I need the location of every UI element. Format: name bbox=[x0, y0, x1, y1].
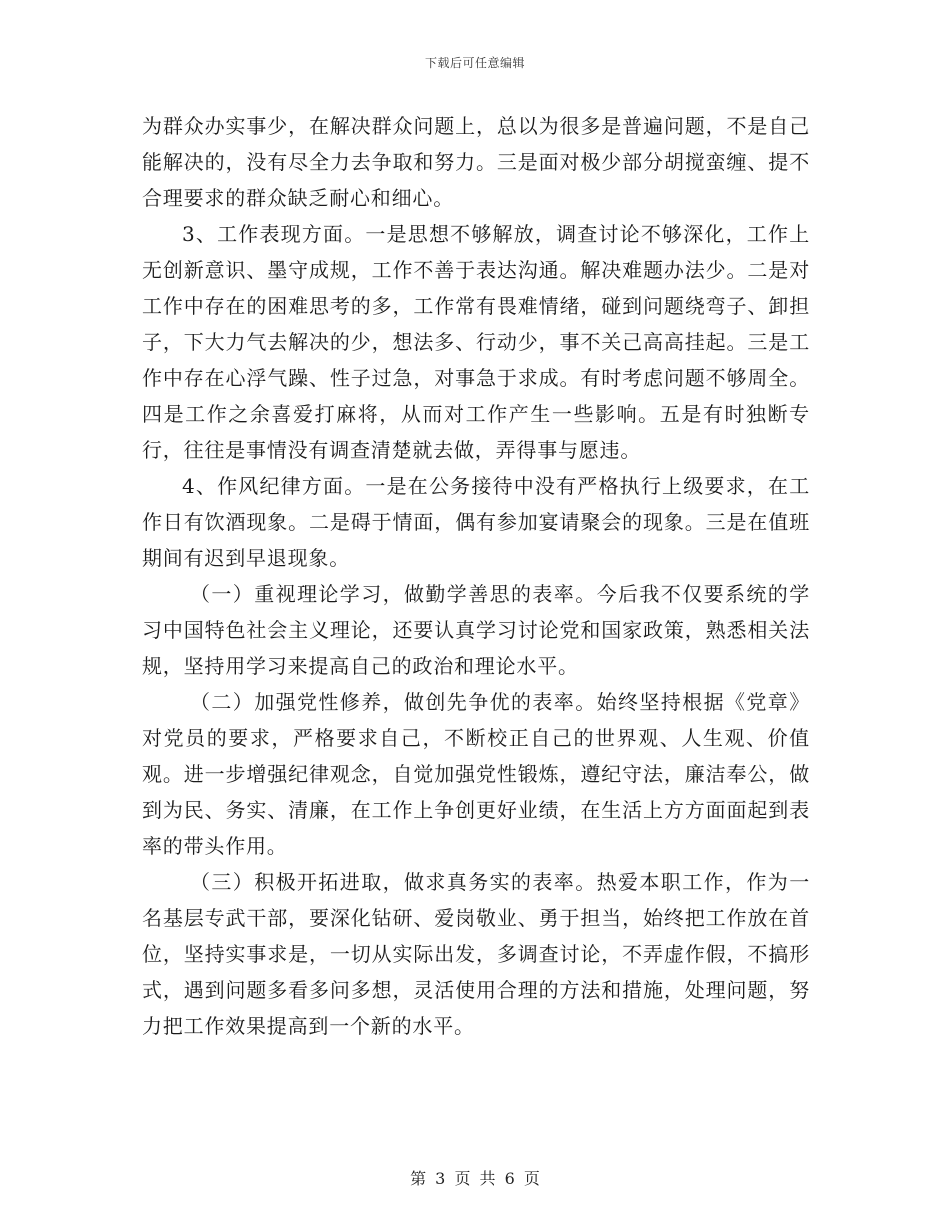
document-body bbox=[142, 108, 810, 1044]
paragraph-theory-study: （一）重视理论学习，做勤学善思的表率。今后我不仅要系统的学习中国特色社会主义理论，还要认真学习讨论党和国家政策，熟悉相关法规，坚持用学习来提高自己的政治和理论水平。 bbox=[142, 582, 810, 678]
paragraph-work-discipline: 4、作风纪律方面。一是在公务接待中没有严格执行上级要求，在工作日有饮酒现象。二是碍于情面，偶有参加宴请聚会的现象。三是在值班期间有迟到早退现象。 bbox=[142, 474, 810, 570]
page-footer: 第 3 页 共 6 页 bbox=[410, 1169, 540, 1188]
paragraph-continuation: 为群众办实事少，在解决群众问题上，总以为很多是普遍问题，不是自己能解决的，没有尽全力去争取和努力。三是面对极少部分胡搅蛮缠、提不合理要求的群众缺乏耐心和细心。 bbox=[142, 114, 810, 210]
paragraph-pioneering: （三）积极开拓进取，做求真务实的表率。热爱本职工作，作为一名基层专武干部，要深化钻研、爱岗敬业、勇于担当，始终把工作放在首位，坚持实事求是，一切从实际出发，多调查讨论，不弄虚作假，不搞形式，遇到问题多看多问多想，灵活使用合理的方法和措施，处理问题，努力把工作效果提高到一个新的水平。 bbox=[142, 870, 810, 1038]
page-header: 下载后可任意编辑 bbox=[424, 56, 525, 70]
paragraph-work-performance: 3、工作表现方面。一是思想不够解放，调查讨论不够深化，工作上无创新意识、墨守成规，工作不善于表达沟通。解决难题办法少。二是对工作中存在的困难思考的多，工作常有畏难情绪，碰到问题绕弯子、卸担子，下大力气去解决的少，想法多、行动少，事不关己高高挂起。三是工作中存在心浮气躁、性子过急，对事急于求成。有时考虑问题不够周全。四是工作之余喜爱打麻将，从而对工作产生一些影响。五是有时独断专行，往往是事情没有调查清楚就去做，弄得事与愿违。 bbox=[142, 222, 810, 462]
paragraph-party-cultivation: （二）加强党性修养，做创先争优的表率。始终坚持根据《党章》对党员的要求，严格要求自己，不断校正自己的世界观、人生观、价值观。进一步增强纪律观念，自觉加强党性锻炼，遵纪守法，廉洁奉公，做到为民、务实、清廉，在工作上争创更好业绩，在生活上方方面面起到表率的带头作用。 bbox=[142, 690, 810, 858]
